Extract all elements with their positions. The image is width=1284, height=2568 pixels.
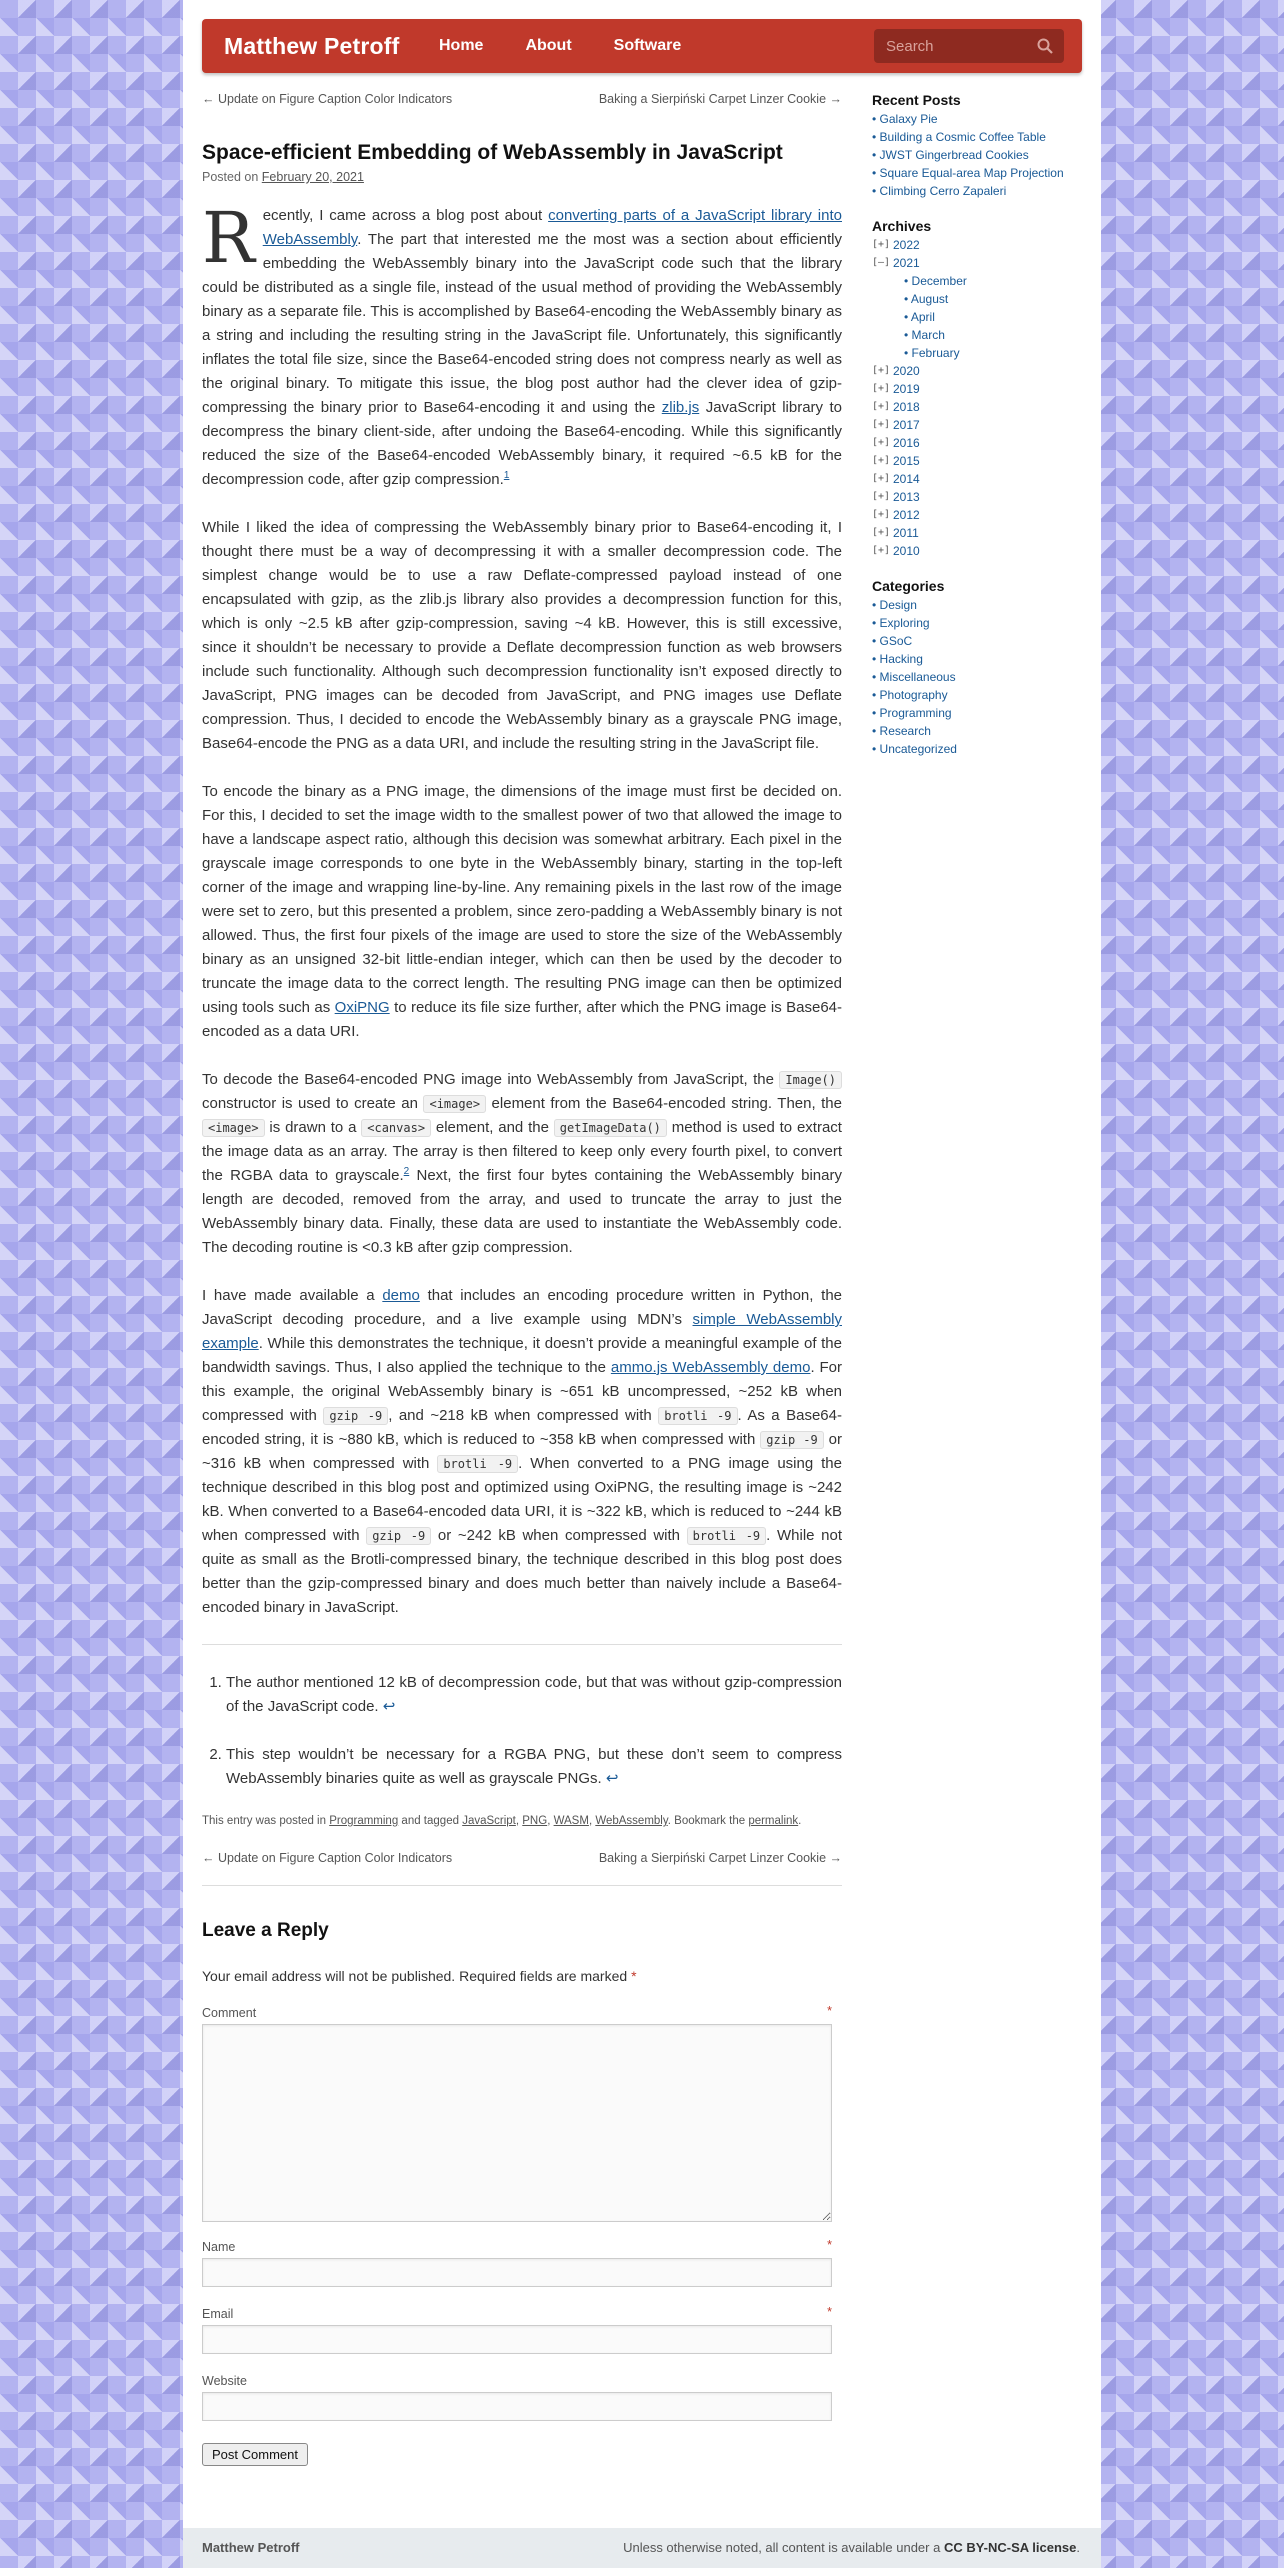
expand-toggle[interactable]: [+] <box>872 491 891 502</box>
archive-month-link[interactable]: • March <box>904 326 1082 344</box>
inline-code: <canvas> <box>361 1119 431 1137</box>
archive-year-link[interactable]: 2012 <box>893 508 920 522</box>
category-link[interactable]: • Hacking <box>872 650 1082 668</box>
main-nav <box>418 19 702 73</box>
email-label: Email * <box>202 2305 832 2321</box>
footnote-1: 1. The author mentioned 12 kB of decompression code, but that was without gzip-compression of the JavaScript code. ↩ <box>226 1671 842 1719</box>
archive-months-2021 <box>872 272 1082 362</box>
comment-label: Comment * <box>202 2004 832 2020</box>
posted-on-label: Posted on <box>202 170 259 184</box>
archive-year-link[interactable]: 2011 <box>893 526 919 540</box>
expand-toggle[interactable]: [+] <box>872 545 891 556</box>
comment-notice: Your email address will not be published. Required fields are marked * <box>202 1968 637 1984</box>
previous-post-link[interactable]: ← Update on Figure Caption Color Indicators <box>202 1851 453 1865</box>
category-link[interactable]: • Photography <box>872 686 1082 704</box>
post-comment-button[interactable]: Post Comment <box>202 2443 308 2466</box>
footer-site-name[interactable]: Matthew Petroff <box>202 2540 300 2555</box>
inline-code: gzip -9 <box>323 1407 388 1425</box>
name-input[interactable] <box>202 2258 832 2287</box>
categories-widget <box>872 578 1082 758</box>
archive-year-row <box>872 362 1082 380</box>
archive-year-row <box>872 470 1082 488</box>
email-input[interactable] <box>202 2325 832 2354</box>
link-converting-library[interactable]: converting parts of a JavaScript library into WebAssembly <box>262 207 842 248</box>
recent-post-link[interactable]: • JWST Gingerbread Cookies <box>872 146 1082 164</box>
search-box <box>874 29 1064 63</box>
archives-title: Archives <box>872 218 932 234</box>
archive-year-link[interactable]: 2016 <box>893 436 920 450</box>
expand-toggle[interactable]: [+] <box>872 509 891 520</box>
previous-post-link[interactable]: ← Update on Figure Caption Color Indicators <box>202 92 453 106</box>
required-mark: * <box>827 2004 832 2018</box>
archive-year-row <box>872 380 1082 398</box>
paragraph-2: While I liked the idea of compressing the WebAssembly binary prior to Base64-encoding it, I thought there must be a way of decompressing it with a smaller decompression code. The simplest change would be to use a raw Deflate-compressed payload instead of one encapsulated with gzip, as the zlib.js library also provides a decompression function for this, which is only ~2.5 kB after gzip-compression, saving ~4 kB. However, this is still excessive, since it shouldn’t be necessary to provide a Deflate decompression function as web browsers include such functionality. Although such decompression functionality isn’t exposed directly to JavaScript, PNG images can be decoded from JavaScript, and PNG images use Deflate compression. Thus, I decided to encode the WebAssembly binary as a grayscale PNG image, Base64-encode the PNG as a data URI, and include the resulting string in the JavaScript file. <box>202 519 842 752</box>
archive-year-row <box>872 506 1082 524</box>
page <box>183 0 1101 2568</box>
link-ammojs-demo[interactable]: ammo.js WebAssembly demo <box>610 1359 811 1376</box>
tag-link-wasm[interactable]: WASM <box>553 1815 589 1827</box>
archive-year-2022 <box>872 236 1082 254</box>
archive-year-link[interactable]: 2014 <box>893 472 920 486</box>
inline-code: brotli -9 <box>687 1527 767 1545</box>
archive-year-link[interactable]: 2019 <box>893 382 920 396</box>
search-icon[interactable] <box>1036 37 1054 55</box>
footnotes-divider <box>202 1644 842 1645</box>
inline-code: <image> <box>202 1119 265 1137</box>
expand-toggle[interactable]: [+] <box>872 419 891 430</box>
categories-title: Categories <box>872 578 945 594</box>
archive-year-row <box>872 398 1082 416</box>
tag-link-javascript[interactable]: JavaScript <box>462 1815 516 1827</box>
inline-code: brotli -9 <box>658 1407 737 1425</box>
archive-year-row <box>872 542 1082 560</box>
collapse-toggle[interactable]: [–] <box>872 257 891 268</box>
inline-code: gzip -9 <box>760 1431 823 1449</box>
next-post-link[interactable]: Baking a Sierpiński Carpet Linzer Cookie → <box>598 1851 842 1865</box>
footnote-ref-1[interactable]: 1 <box>503 470 510 481</box>
recent-post-link[interactable]: • Square Equal-area Map Projection <box>872 164 1082 182</box>
category-link[interactable]: • Research <box>872 722 1082 740</box>
footnote-2: 2. This step wouldn’t be necessary for a RGBA PNG, but these don’t seem to compress WebAssembly binaries quite as well as grayscale PNGs. ↩ <box>226 1743 842 1791</box>
archive-year-link[interactable]: 2018 <box>893 400 920 414</box>
archive-month-link[interactable]: • December <box>904 272 1082 290</box>
archive-year-row <box>872 452 1082 470</box>
recent-posts-title: Recent Posts <box>872 92 961 108</box>
nav-software[interactable]: Software <box>613 37 682 54</box>
site-title[interactable]: Matthew Petroff <box>224 33 400 59</box>
post-title: Space-efficient Embedding of WebAssembly in JavaScript <box>202 141 783 164</box>
archive-year-row <box>872 524 1082 542</box>
post-meta <box>202 170 842 184</box>
expand-toggle[interactable]: [+] <box>872 365 891 376</box>
expand-toggle[interactable]: [+] <box>872 401 891 412</box>
comment-textarea[interactable] <box>202 2024 832 2222</box>
archive-month-link[interactable]: • April <box>904 308 1082 326</box>
archive-year-link[interactable]: 2015 <box>893 454 920 468</box>
archive-year-row <box>872 488 1082 506</box>
main-content <box>202 92 842 2466</box>
required-mark: * <box>827 2238 832 2252</box>
expand-toggle[interactable]: [+] <box>872 239 891 250</box>
archive-year-row <box>872 416 1082 434</box>
nav-home[interactable]: Home <box>439 37 484 54</box>
archive-month-link[interactable]: • August <box>904 290 1082 308</box>
expand-toggle[interactable]: [+] <box>872 473 891 484</box>
paragraph-1: Recently, I came across a blog post about converting parts of a JavaScript library into WebAssembly. The part that interested me the most was a section about efficiently embedding the WebAssembly binary into the JavaScript code such that the library could be distributed as a single file, instead of the usual method of providing the WebAssembly binary as a separate file. This is accomplished by Base64-encoding the WebAssembly binary as a string and including the resulting string in the JavaScript file. Unfortunately, this significantly inflates the total file size, since the Base64-encoded string does not compress nearly as well as the original binary. To mitigate this issue, the blog post author had the clever idea of gzip-compressing the binary prior to Base64-encoding it and using the zlib.js JavaScript library to decompress the binary client-side, after undoing the Base64-encoding. While this significantly reduced the size of the Base64-encoded WebAssembly binary, it required ~6.5 kB for the decompression code, after gzip compression.$^1$ <box>202 197 842 488</box>
archive-year-link[interactable]: 2020 <box>893 364 920 378</box>
next-post-link[interactable]: Baking a Sierpiński Carpet Linzer Cookie → <box>598 92 842 106</box>
entry-meta-footer: This entry was posted in Programming and tagged JavaScript, PNG, WASM, WebAssembly. Bookmark the permalink. <box>202 1815 802 1827</box>
archives-widget <box>872 218 1082 560</box>
dropcap: R <box>202 197 255 279</box>
sidebar <box>872 92 1082 776</box>
footnotes-list <box>202 1671 842 1791</box>
link-zlibjs[interactable]: zlib.js <box>661 399 700 416</box>
paragraph-3: To encode the binary as a PNG image, the dimensions of the image must first be decided on. For this, I decided to set the image width to the smallest power of two that allowed the image to have a landscape aspect ratio, although this decision was somewhat arbitrary. Each pixel in the grayscale image corresponds to one byte in the WebAssembly binary, starting in the top-left corner of the image and wrapping line-by-line. Any remaining pixels in the last row of the image were set to zero, but this presented a problem, since zero-padding a WebAssembly binary is not allowed. Thus, the first four pixels of the image are used to store the size of the WebAssembly binary as an unsigned 32-bit little-endian integer, which can then be used by the decoder to truncate the image data to the correct length. The resulting PNG image can then be optimized using tools such as OxiPNG to reduce its file size further, after which the PNG image is Base64-encoded as a data URI. <box>202 783 842 1040</box>
footnote-back-link-2[interactable]: ↩ <box>605 1770 619 1787</box>
expand-toggle[interactable]: [+] <box>872 455 891 466</box>
archive-month-link[interactable]: • February <box>904 344 1082 362</box>
reply-title: Leave a Reply <box>202 1920 329 1941</box>
archive-year-link[interactable]: 2013 <box>893 490 920 504</box>
archive-year-link[interactable]: 2017 <box>893 418 920 432</box>
archive-year-2021 <box>872 254 1082 272</box>
expand-toggle[interactable]: [+] <box>872 383 891 394</box>
search-input[interactable] <box>874 29 1036 63</box>
inline-code: Image() <box>779 1071 842 1089</box>
category-link[interactable]: • GSoC <box>872 632 1082 650</box>
footnote-back-link-1[interactable]: ↩ <box>382 1698 396 1715</box>
permalink-link[interactable]: permalink <box>748 1815 799 1827</box>
post-body <box>202 197 843 1620</box>
post-navigation-top <box>202 92 842 106</box>
website-input[interactable] <box>202 2392 832 2421</box>
category-link[interactable]: • Miscellaneous <box>872 668 1082 686</box>
license-link[interactable]: CC BY-NC-SA license <box>943 2540 1077 2555</box>
recent-post-link[interactable]: • Galaxy Pie <box>872 110 1082 128</box>
link-demo[interactable]: demo <box>382 1287 420 1304</box>
expand-toggle[interactable]: [+] <box>872 527 891 538</box>
archive-year-link[interactable]: 2021 <box>893 256 920 270</box>
paragraph-5: I have made available a demo that includes an encoding procedure written in Python, the JavaScript decoding procedure, and a live example using MDN’s simple WebAssembly example. While this demonstrates the technique, it doesn’t provide a meaningful example of the bandwidth savings. Thus, I also applied the technique to the ammo.js WebAssembly demo. For this example, the original WebAssembly binary is ~651 kB uncompressed, ~252 kB when compressed with gzip -9 , and ~218 kB when compressed with brotli -9 . As a Base64-encoded string, it is ~880 kB, which is reduced to ~358 kB when compressed with gzip -9 or ~316 kB when compressed with brotli -9 . When converted to a PNG image using the technique described in this blog post and optimized using OxiPNG, the resulting image is ~242 kB. When converted to a Base64-encoded data URI, it is ~322 kB, which is reduced to ~244 kB when compressed with gzip -9 or ~242 kB when compressed with brotli -9 . While not quite as small as the Brotli-compressed binary, the technique described in this blog post does better than the gzip-compressed binary and does much better than naively include a Base64-encoded binary in JavaScript. <box>202 1287 843 1616</box>
inline-code: brotli -9 <box>437 1455 518 1473</box>
website-label: Website <box>202 2374 247 2388</box>
category-link[interactable]: • Exploring <box>872 614 1082 632</box>
archive-year-row <box>872 434 1082 452</box>
category-link[interactable]: • Uncategorized <box>872 740 1082 758</box>
required-mark: * <box>631 1968 637 1984</box>
link-simple-webassembly-example[interactable]: simple WebAssembly example <box>202 1311 842 1352</box>
archive-year-link[interactable]: 2010 <box>893 544 920 558</box>
recent-post-link[interactable]: • Building a Cosmic Coffee Table <box>872 128 1082 146</box>
category-link[interactable]: • Programming <box>872 704 1082 722</box>
tag-link-png[interactable]: PNG <box>522 1815 548 1827</box>
tag-link-webassembly[interactable]: WebAssembly <box>595 1815 668 1827</box>
expand-toggle[interactable]: [+] <box>872 437 891 448</box>
site-header <box>202 19 1082 73</box>
inline-code: <image> <box>423 1095 486 1113</box>
post-navigation-bottom <box>202 1851 842 1886</box>
link-oxipng[interactable]: OxiPNG <box>334 999 390 1016</box>
recent-post-link[interactable]: • Climbing Cerro Zapaleri <box>872 182 1082 200</box>
recent-posts-widget <box>872 92 1082 200</box>
name-label: Name * <box>202 2238 832 2254</box>
site-footer <box>183 2528 1101 2568</box>
category-link[interactable]: • Design <box>872 596 1082 614</box>
archive-year-link[interactable]: 2022 <box>893 238 920 252</box>
category-link-programming[interactable]: Programming <box>329 1815 399 1827</box>
inline-code: getImageData() <box>554 1119 667 1137</box>
inline-code: gzip -9 <box>366 1527 431 1545</box>
footer-license: Unless otherwise noted, all content is available under a CC BY-NC-SA license. <box>623 2540 1080 2555</box>
footnote-ref-2[interactable]: 2 <box>403 1166 410 1177</box>
post-date-link[interactable]: February 20, 2021 <box>261 170 364 184</box>
paragraph-4: To decode the Base64-encoded PNG image into WebAssembly from JavaScript, the Image() constructor is used to create an <image> element from the Base64-encoded string. Then, the <image> is drawn to a <canvas> element, and the getImageData() method is used to extract the image data as an array. The array is then filtered to keep only every fourth pixel, to convert the RGBA data to grayscale.$^2$ Next, the first four bytes containing the WebAssembly binary length are decoded, removed from the array, and used to truncate the array to just the WebAssembly binary data. Finally, these data are used to instantiate the WebAssembly code. The decoding routine is <0.3 kB after gzip compression. <box>202 1071 842 1256</box>
nav-about[interactable]: About <box>525 37 572 54</box>
required-mark: * <box>827 2305 832 2319</box>
